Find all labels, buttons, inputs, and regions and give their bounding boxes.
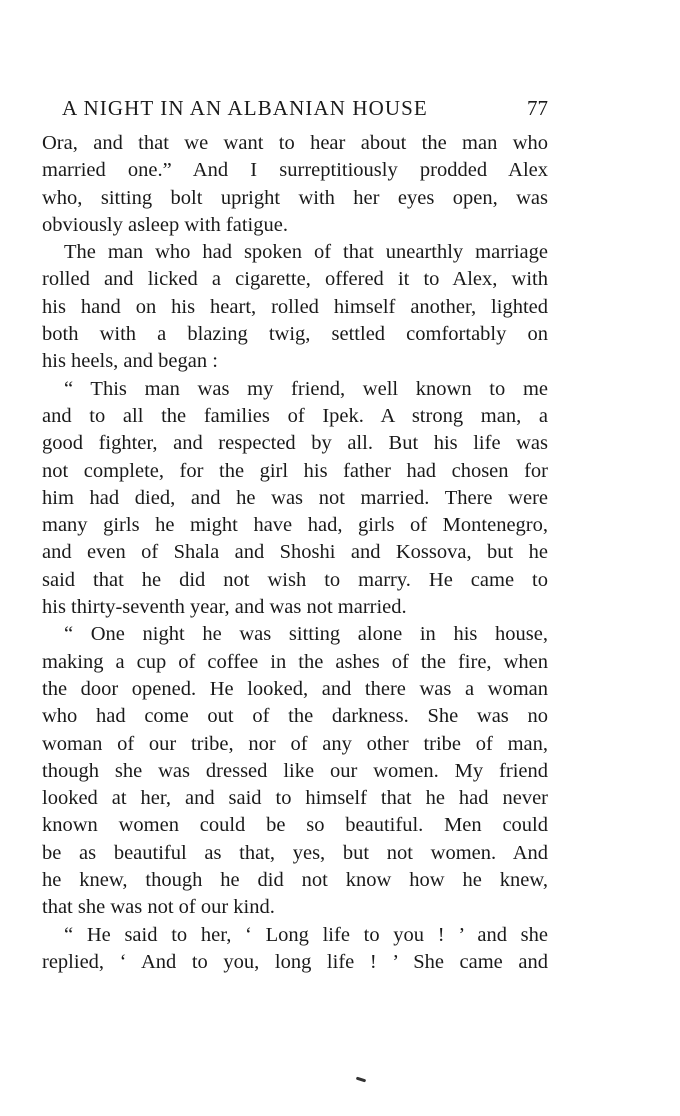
text-line: his heels, and began : xyxy=(42,350,218,373)
text-line: who, sitting bolt upright with her eyes open, was xyxy=(42,186,548,209)
text-line: rolled and licked a cigarette, offered it to Alex, with xyxy=(42,268,548,291)
text-line: not complete, for the girl his father had chosen for xyxy=(42,459,548,482)
text-line: known women could be so beautiful. Men could xyxy=(42,814,548,837)
text-line: “ He said to her, ‘ Long life to you ! ’ and she xyxy=(64,923,548,946)
text-line: woman of our tribe, nor of any other tribe of man, xyxy=(42,732,548,755)
text-line: looked at her, and said to himself that he had never xyxy=(42,787,548,810)
text-line: who had come out of the darkness. She was no xyxy=(42,705,548,728)
running-header xyxy=(62,92,548,124)
text-line: The man who had spoken of that unearthly marriage xyxy=(64,241,548,264)
text-line: that she was not of our kind. xyxy=(42,896,275,919)
text-line: Ora, and that we want to hear about the man who xyxy=(42,132,548,154)
text-line: the door opened. He looked, and there was a woman xyxy=(42,677,548,700)
text-line: replied, ‘ And to you, long life ! ’ She came and xyxy=(42,950,548,973)
running-header-title: A NIGHT IN AN ALBANIAN HOUSE xyxy=(62,96,428,120)
printer-mark xyxy=(356,1077,366,1083)
text-line: “ One night he was sitting alone in his house, xyxy=(64,623,548,646)
text-line: his thirty-seventh year, and was not married. xyxy=(42,596,407,619)
text-line: many girls he might have had, girls of Montenegro, xyxy=(42,514,548,537)
page-number: 77 xyxy=(527,96,548,120)
text-line: making a cup of coffee in the ashes of the fire, when xyxy=(42,650,548,673)
text-line: obviously asleep with fatigue. xyxy=(42,213,288,236)
text-line: his hand on his heart, rolled himself another, lighted xyxy=(42,295,548,318)
text-line: he knew, though he did not know how he knew, xyxy=(42,869,548,892)
body-text xyxy=(42,130,548,976)
text-line: and even of Shala and Shoshi and Kossova, but he xyxy=(42,541,548,564)
text-line: good fighter, and respected by all. But his life was xyxy=(42,432,548,455)
text-line: be as beautiful as that, yes, but not women. And xyxy=(42,841,548,864)
text-line: and to all the families of Ipek. A strong man, a xyxy=(42,404,548,427)
text-line: said that he did not wish to marry. He came to xyxy=(42,568,548,591)
text-line: married one.” And I surreptitiously prodded Alex xyxy=(42,159,548,182)
text-line: him had died, and he was not married. There were xyxy=(42,486,548,509)
text-line: both with a blazing twig, settled comfortably on xyxy=(42,323,548,346)
text-line: though she was dressed like our women. My friend xyxy=(42,759,548,782)
text-line: “ This man was my friend, well known to me xyxy=(64,377,548,400)
